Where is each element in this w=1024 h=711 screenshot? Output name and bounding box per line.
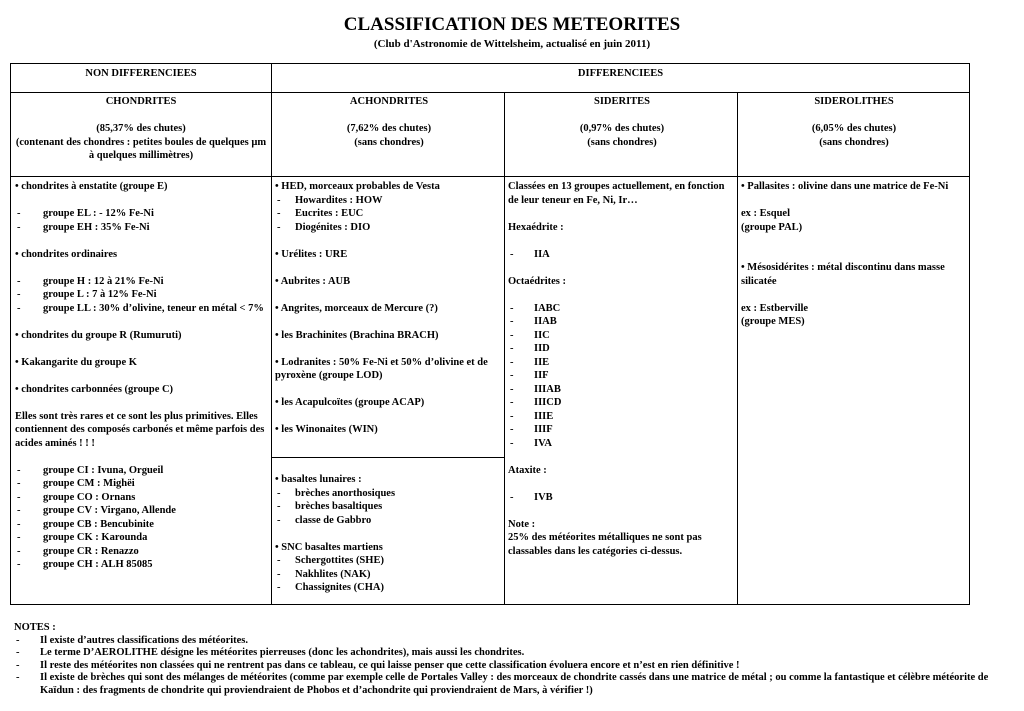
divider-h1 [11,92,969,93]
list-item: - groupe LL : 30% d’olivine, teneur en métal < 7% [15,302,267,316]
page-title: CLASSIFICATION DES METEORITES [343,14,681,35]
octa-list [508,302,734,451]
siderites-note: 25% des météorites métalliques ne sont pas classables dans les catégories ci-dessus. [508,532,702,557]
siderites-intro: Classées en 13 groupes actuellement, en fonction de leur teneur en Fe, Ni, Ir… [508,181,725,206]
list-item: - IIC [508,329,734,343]
chondrites-groupe-r: • chondrites du groupe R (Rumuruti) [15,329,182,341]
snc-list [275,554,501,595]
lunaires-list [275,487,501,528]
list-item: - Howardites : HOW [275,194,501,208]
siderolithes-pal-group: (groupe PAL) [741,221,803,233]
list-item: - groupe CM : Mighëi [15,477,267,491]
list-item: - groupe H : 12 à 21% Fe-Ni [15,275,267,289]
list-item: - IIF [508,369,734,383]
list-item: - groupe CH : ALH 85085 [15,558,267,572]
achondrites-snc: • SNC basaltes martiens [275,541,383,553]
siderites-note-label: Note : [508,518,536,530]
chondrites-body [15,180,267,572]
list-item: - groupe EH : 35% Fe-Ni [15,221,267,235]
achondrites-acapulcoites: • les Acapulcoïtes (groupe ACAP) [275,397,425,408]
list-item: - Il existe de brèches qui sont des mélanges de météorites (comme par exemple celle de Portales Valley : des morceaux de chondrite cassés dans une matrice de métal ; ou comme la fantastique et célèbre météorite de Kaïdun : des fragments de chondrite qui proviendraient de Phobos et d’achondrite qui proviendraient de Mars, à vérifier !) [14,672,1014,697]
chondrites-note: Elles sont très rares et ce sont les plus primitives. Elles contiennent des composés carbonés et même parfois des acides aminés ! ! ! [15,410,265,449]
divider-h3 [271,457,504,458]
page-subtitle: (Club d'Astronomie de Wittelsheim, actualisé en juin 2011) [373,38,651,50]
divider-v2 [504,92,505,604]
siderites-octa: Octaédrites : [508,275,567,287]
list-item: - brèches anorthosiques [275,487,501,501]
siderolithes-meso-group: (groupe MES) [741,316,805,327]
list-item: - groupe CV : Virgano, Allende [15,504,267,518]
achondrites-brachinites: • les Brachinites (Brachina BRACH) [275,329,439,341]
siderites-body [508,180,734,558]
list-item: - groupe CK : Karounda [15,531,267,545]
enstatite-list [15,207,267,234]
achondrites-winonaites: • les Winonaites (WIN) [275,424,378,435]
divider-h2 [11,176,969,177]
list-item: - IIICD [508,396,734,410]
list-item: - IIIF [508,423,734,437]
list-item: - brèches basaltiques [275,500,501,514]
list-item: - classe de Gabbro [275,514,501,528]
achondrites-body [275,180,501,437]
carbonees-list [15,464,267,572]
achondrites-aubrites: • Aubrites : AUB [275,275,351,287]
group-differenciees: DIFFERENCIEES [577,68,664,79]
siderites-desc: (sans chondres) [587,136,657,148]
list-item: - Nakhlites (NAK) [275,568,501,582]
list-item: - groupe L : 7 à 12% Fe-Ni [15,288,267,302]
hed-list [275,194,501,235]
achondrites-basaltes [275,473,501,595]
list-item: - Il reste des météorites non classées qui ne rentrent pas dans ce tableau, ce qui laisse penser que cette classification évoluera encore et n’est en rien définitive ! [14,660,1014,673]
header-chondrites [15,95,267,163]
list-item: - IIAB [508,315,734,329]
list-item: - Il existe d’autres classifications des météorites. [14,635,1014,648]
list-item: - IABC [508,302,734,316]
achondrites-lunaires: • basaltes lunaires : [275,474,362,485]
list-item: - Le terme D’AEROLITHE désigne les météorites pierreuses (donc les achondrites), mais aussi les chondrites. [14,647,1014,660]
achondrites-urelites: • Urélites : URE [275,248,348,260]
list-item: - IIE [508,356,734,370]
chondrites-kakangarite: • Kakangarite du groupe K [15,356,137,368]
chondrites-name: CHONDRITES [105,96,177,107]
header-siderites [509,95,735,149]
chondrites-desc: (contenant des chondres : petites boules de quelques µm à quelques millimètres) [15,136,267,161]
siderites-ataxite: Ataxite : [508,464,547,476]
classification-table [10,63,970,605]
list-item: - groupe CB : Bencubinite [15,518,267,532]
achondrites-desc: (sans chondres) [354,136,424,148]
list-item: - IIIE [508,410,734,424]
list-item: - IID [508,342,734,356]
siderolithes-meso-ex: ex : Estberville [741,302,809,314]
siderolithes-pal-ex: ex : Esquel [741,208,791,219]
siderolithes-meso: • Mésosidérites : métal discontinu dans masse silicatée [741,262,945,287]
achondrites-name: ACHONDRITES [349,96,429,107]
chondrites-carbonees: • chondrites carbonnées (groupe C) [15,383,174,395]
achondrites-pct: (7,62% des chutes) [346,123,432,134]
notes-heading: NOTES : [14,622,56,633]
list-item: - groupe CI : Ivuna, Orgueil [15,464,267,478]
list-item: - Eucrites : EUC [275,207,501,221]
siderolithes-name: SIDEROLITHES [814,96,894,107]
list-item: - groupe EL : - 12% Fe-Ni [15,207,267,221]
notes-section [14,622,1014,697]
ataxite-list [508,491,734,505]
group-non-differenciees: NON DIFFERENCIEES [85,68,197,79]
notes-list [14,635,1014,698]
list-item: - groupe CO : Ornans [15,491,267,505]
achondrites-angrites: • Angrites, morceaux de Mercure (?) [275,302,438,314]
list-item: - IIIAB [508,383,734,397]
list-item: - Diogénites : DIO [275,221,501,235]
siderolithes-desc: (sans chondres) [819,136,889,148]
chondrites-ordinaires: • chondrites ordinaires [15,248,118,260]
header-siderolithes [742,95,966,149]
achondrites-lodranites: • Lodranites : 50% Fe-Ni et 50% d’olivine et de pyroxène (groupe LOD) [275,356,488,381]
list-item: - Chassignites (CHA) [275,581,501,595]
siderolithes-pallasites: • Pallasites : olivine dans une matrice de Fe-Ni [741,181,949,192]
list-item: - IVA [508,437,734,451]
divider-v1 [271,64,272,604]
chondrites-pct: (85,37% des chutes) [96,123,186,134]
divider-v3 [737,92,738,604]
list-item: - groupe CR : Renazzo [15,545,267,559]
siderites-pct: (0,97% des chutes) [579,123,665,134]
header-achondrites [276,95,502,149]
chondrites-enstatite: • chondrites à enstatite (groupe E) [15,181,168,192]
achondrites-hed: • HED, morceaux probables de Vesta [275,181,440,192]
hexa-list [508,248,734,262]
list-item: - IIA [508,248,734,262]
siderolithes-body [741,180,966,329]
siderites-hexa: Hexaédrite : [508,221,564,233]
list-item: - Schergottites (SHE) [275,554,501,568]
siderolithes-pct: (6,05% des chutes) [811,123,897,134]
list-item: - IVB [508,491,734,505]
siderites-name: SIDERITES [593,96,651,107]
ordinaires-list [15,275,267,316]
